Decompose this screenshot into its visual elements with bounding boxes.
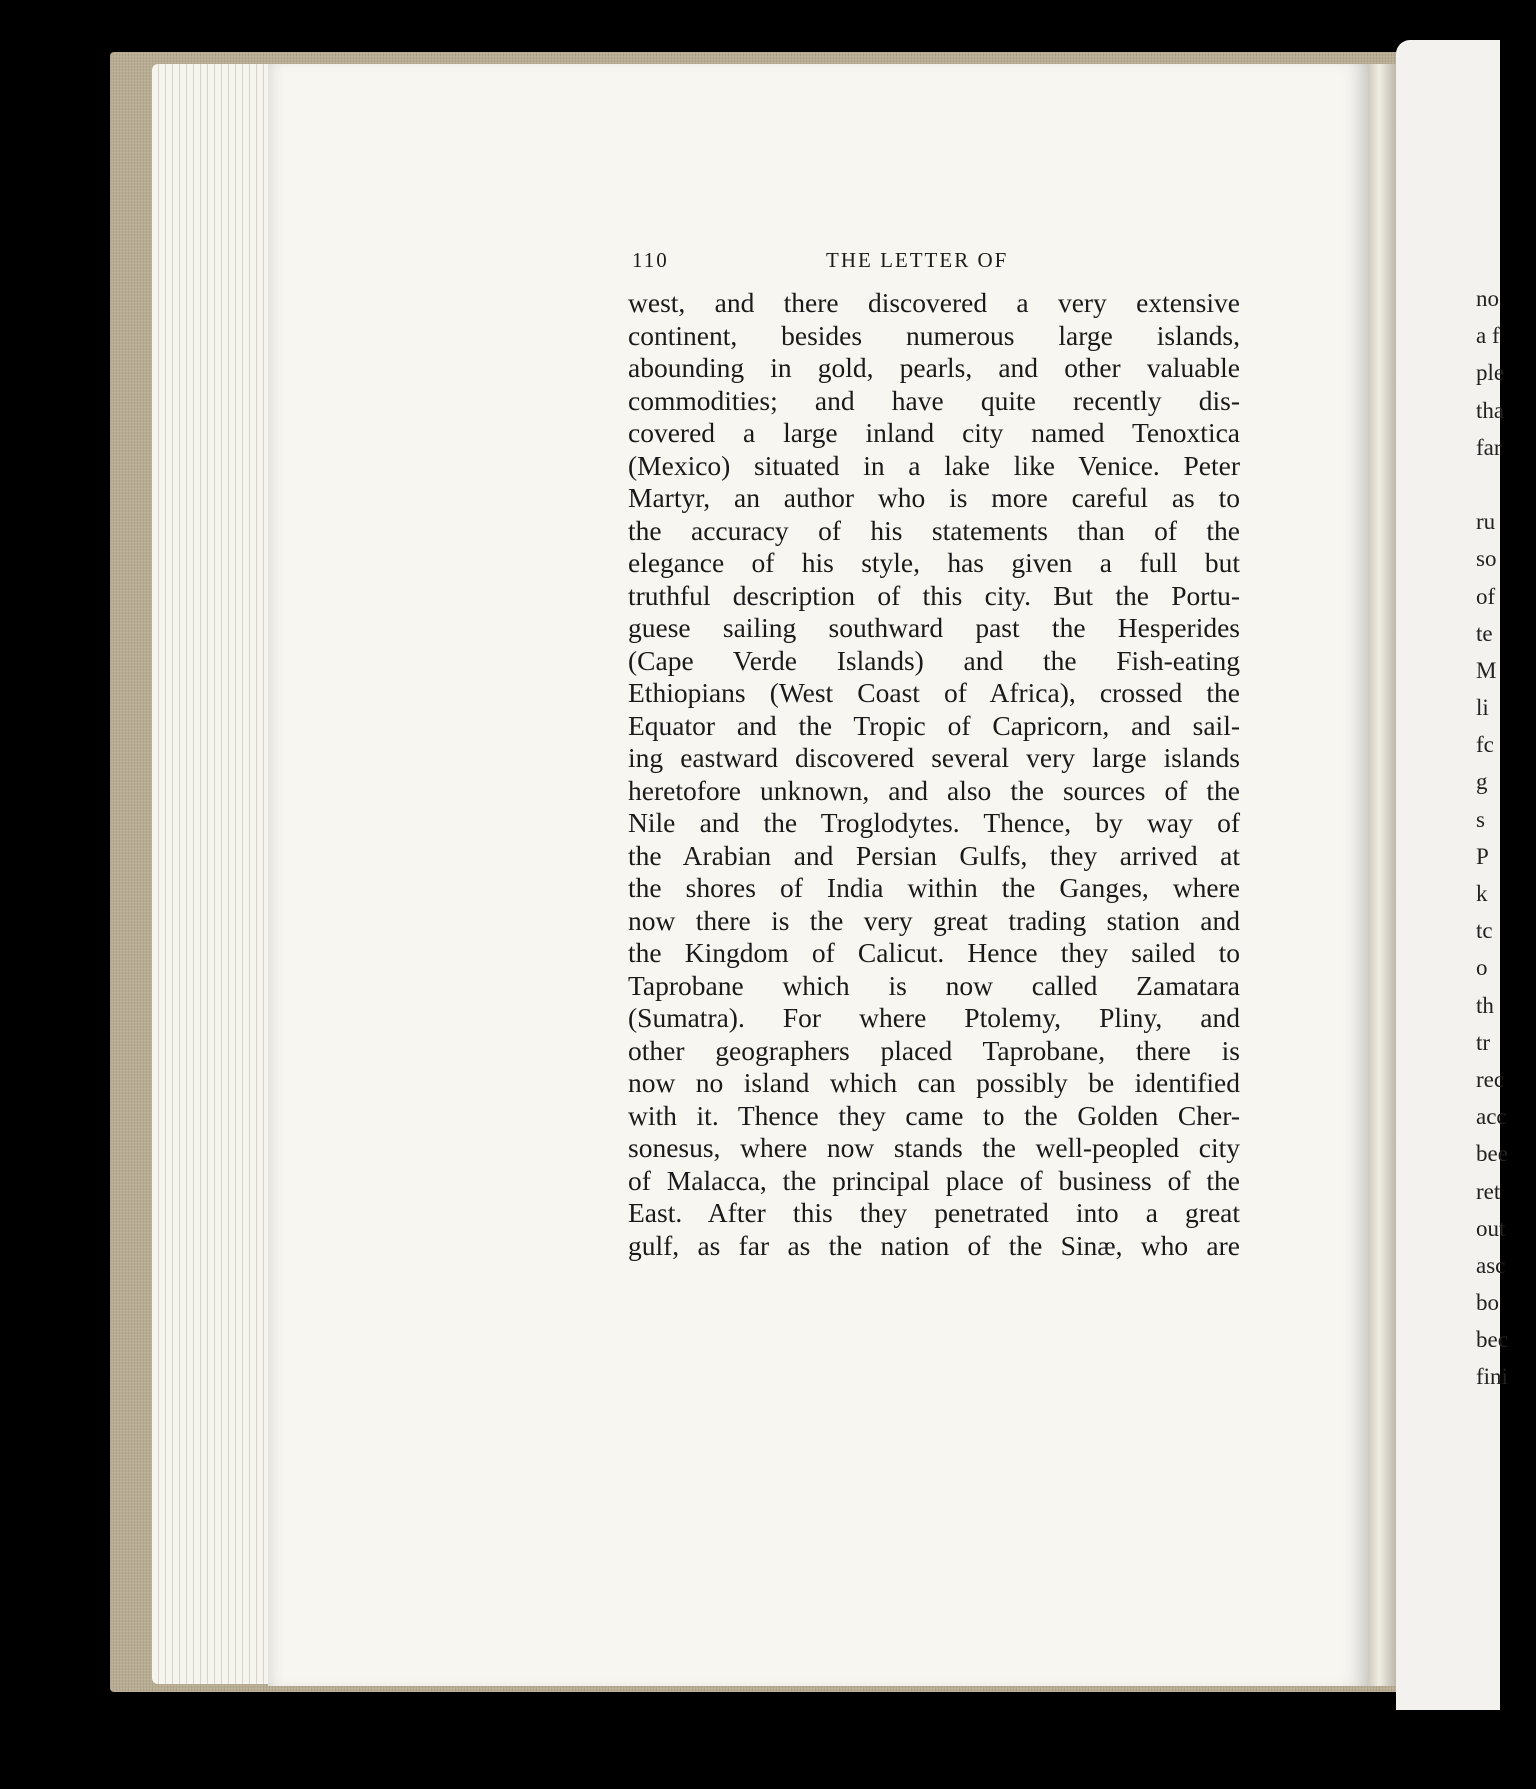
text-line: (Cape Verde Islands) and the Fish-eating [628, 644, 1240, 676]
facing-text-fragment: fc [1476, 732, 1494, 758]
facing-text-fragment: te [1476, 620, 1493, 646]
text-line: commodities; and have quite recently dis- [628, 384, 1240, 416]
facing-text-fragment: ru [1476, 509, 1496, 535]
text-line: abounding in gold, pearls, and other valuable [628, 352, 1240, 383]
facing-text-fragment: of [1476, 583, 1496, 609]
text-line: heretofore unknown, and also the sources of the [628, 774, 1240, 806]
facing-text-fragment: li [1476, 695, 1489, 721]
facing-text-fragment: out [1476, 1215, 1506, 1241]
facing-page-text [1476, 280, 1536, 1396]
book-gutter [1368, 64, 1396, 1686]
facing-text-fragment: P [1476, 843, 1489, 869]
facing-text-fragment: M [1476, 657, 1497, 683]
text-line: now no island which can possibly be identified [628, 1067, 1240, 1098]
text-line: sonesus, where now stands the well-peopled city [628, 1132, 1240, 1163]
text-line: continent, besides numerous large islands, [628, 319, 1240, 351]
facing-text-fragment: far [1476, 434, 1502, 460]
facing-text-fragment: ple [1476, 360, 1505, 386]
facing-text-fragment [1476, 466, 1536, 503]
facing-text-fragment: fini [1476, 1364, 1508, 1390]
text-line: gulf, as far as the nation of the Sinæ, who are [628, 1229, 1240, 1261]
facing-text-fragment: bo [1476, 1290, 1499, 1316]
facing-page [1396, 40, 1508, 1710]
text-line: now there is the very great trading station and [628, 904, 1240, 936]
text-line: the Arabian and Persian Gulfs, they arrived at [628, 839, 1240, 871]
body-text [628, 287, 1240, 1262]
text-line: ing eastward discovered several very large islands [628, 742, 1240, 773]
text-line: Ethiopians (West Coast of Africa), crossed the [628, 677, 1240, 708]
text-line: the Kingdom of Calicut. Hence they sailed to [628, 937, 1240, 968]
text-line: Equator and the Tropic of Capricorn, and sail- [628, 709, 1240, 741]
text-line: (Sumatra). For where Ptolemy, Pliny, and [628, 1002, 1240, 1033]
text-line: Nile and the Troglodytes. Thence, by way of [628, 807, 1240, 838]
facing-text-fragment: acc [1476, 1104, 1507, 1130]
text-line: covered a large inland city named Tenoxtica [628, 417, 1240, 448]
facing-text-fragment: o [1476, 955, 1488, 981]
running-head-title: THE LETTER OF [826, 248, 1009, 272]
text-line: elegance of his style, has given a full but [628, 547, 1240, 578]
facing-text-fragment: th [1476, 992, 1494, 1018]
facing-text-fragment: tr [1476, 1029, 1491, 1055]
facing-text-fragment: tc [1476, 918, 1493, 944]
facing-text-fragment: asc [1476, 1252, 1506, 1278]
text-line: west, and there discovered a very extensive [628, 287, 1240, 318]
facing-text-fragment: s [1476, 806, 1485, 832]
text-line: truthful description of this city. But the Portu- [628, 579, 1240, 611]
facing-text-fragment: a f [1476, 323, 1500, 349]
facing-text-fragment: bee [1476, 1141, 1508, 1167]
text-line: the shores of India within the Ganges, where [628, 872, 1240, 903]
text-line: Taprobane which is now called Zamatara [628, 969, 1240, 1001]
facing-text-fragment: k [1476, 881, 1488, 906]
text-line: the accuracy of his statements than of the [628, 514, 1240, 546]
text-line: with it. Thence they came to the Golden Cher- [628, 1099, 1240, 1131]
page-edges [152, 64, 282, 1684]
text-line: Martyr, an author who is more careful as to [628, 482, 1240, 513]
facing-text-fragment: g [1476, 769, 1488, 795]
page-number: 110 [632, 248, 669, 272]
facing-text-fragment: rec [1476, 1066, 1505, 1092]
text-line: of Malacca, the principal place of business of the [628, 1164, 1240, 1196]
facing-text-fragment: tha [1476, 397, 1505, 423]
text-line: other geographers placed Taprobane, there is [628, 1034, 1240, 1066]
running-head [632, 248, 1082, 278]
text-line: East. After this they penetrated into a great [628, 1197, 1240, 1228]
facing-text-fragment: bec [1476, 1327, 1508, 1353]
text-line: (Mexico) situated in a lake like Venice. Peter [628, 449, 1240, 481]
text-line: guese sailing southward past the Hesperides [628, 612, 1240, 643]
facing-text-fragment: so [1476, 546, 1497, 572]
facing-text-fragment: no [1476, 286, 1499, 311]
facing-text-fragment: ret [1476, 1178, 1501, 1204]
